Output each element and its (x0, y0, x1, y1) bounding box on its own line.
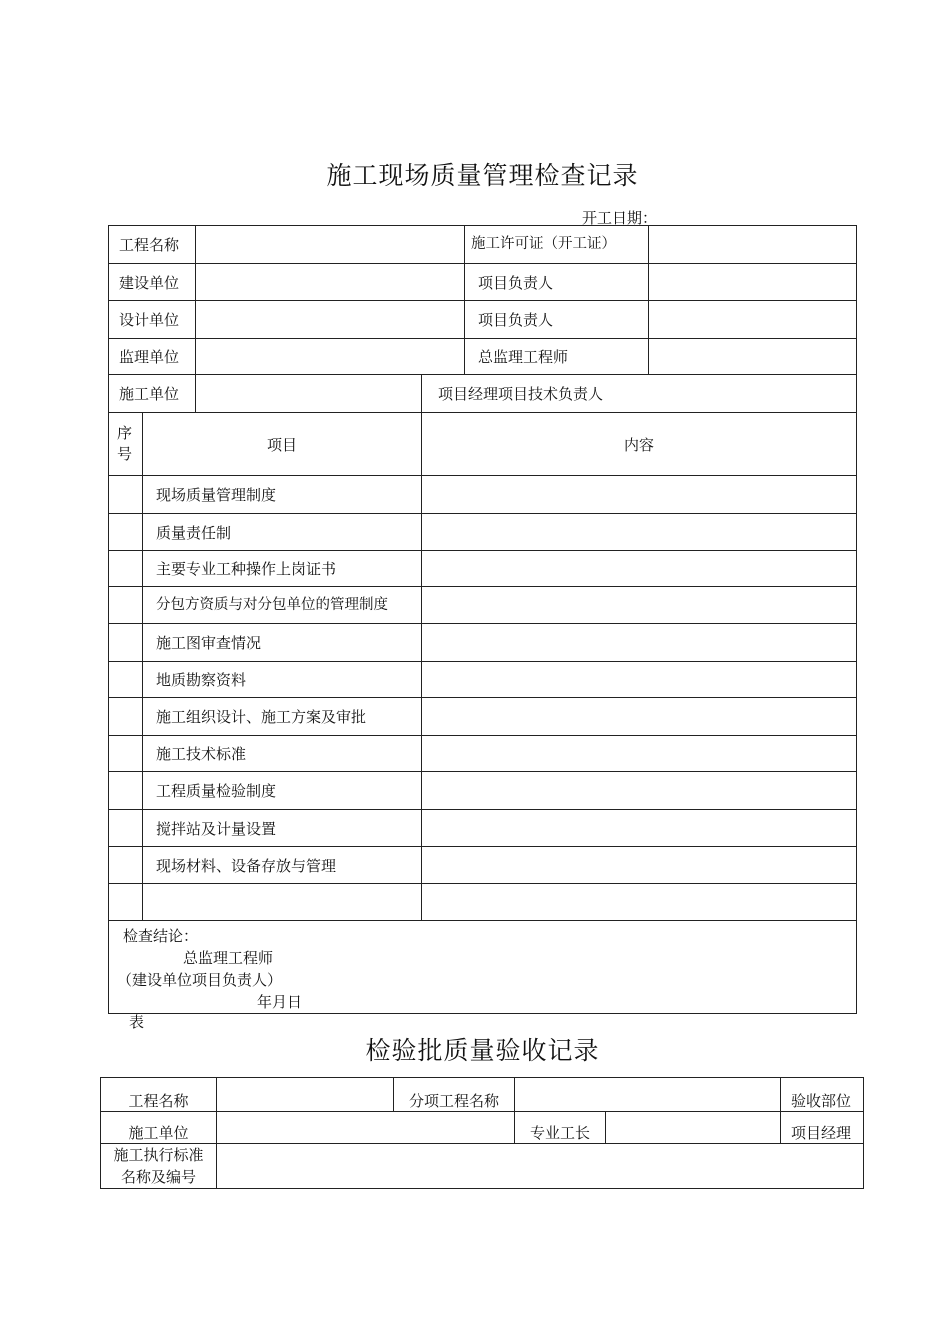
client-unit-label: 建设单位 (109, 264, 196, 301)
item-seq-cell[interactable] (109, 736, 143, 772)
content-header: 内容 (422, 413, 857, 476)
permit-value[interactable] (649, 226, 857, 264)
construction-unit-value[interactable] (196, 375, 422, 413)
conclusion-cell[interactable] (109, 921, 857, 1014)
form1-title: 施工现场质量管理检查记录 (326, 161, 639, 190)
form2-title: 检验批质量验收记录 (365, 1036, 600, 1065)
foreman-value[interactable] (606, 1112, 781, 1144)
inspection-lot-table (100, 1077, 864, 1189)
sub-project-label: 分项工程名称 (394, 1078, 515, 1112)
item-seq-cell[interactable] (109, 884, 143, 921)
project-manager-label: 项目经理 (781, 1112, 864, 1144)
table-label: 表 (129, 1013, 145, 1031)
item-row (109, 476, 857, 514)
item-row (109, 884, 857, 921)
design-responsible-value[interactable] (649, 301, 857, 339)
item-seq-cell[interactable] (109, 847, 143, 884)
project-name-value[interactable] (196, 226, 465, 264)
item-name: 主要专业工种操作上岗证书 (143, 551, 422, 587)
item-content-cell[interactable] (422, 662, 857, 698)
client-responsible-label: 项目负责人 (465, 264, 649, 301)
site-quality-check-table (108, 225, 857, 1014)
client-unit-value[interactable] (196, 264, 465, 301)
item-content-cell[interactable] (422, 847, 857, 884)
item-content-cell[interactable] (422, 810, 857, 847)
construction-unit-value-2[interactable] (217, 1112, 515, 1144)
item-seq-cell[interactable] (109, 587, 143, 624)
item-seq-cell[interactable] (109, 514, 143, 551)
design-unit-label: 设计单位 (109, 301, 196, 339)
item-name: 施工组织设计、施工方案及审批 (143, 698, 422, 736)
seq-header: 序号 (109, 413, 143, 476)
item-row (109, 772, 857, 810)
standard-label (101, 1144, 217, 1189)
chief-supervisor-sign: 总监理工程师 (183, 949, 274, 967)
item-name: 现场质量管理制度 (143, 476, 422, 514)
item-name: 地质勘察资料 (143, 662, 422, 698)
standard-value[interactable] (217, 1144, 864, 1189)
project-name-label-2: 工程名称 (101, 1078, 217, 1112)
item-content-cell[interactable] (422, 587, 857, 624)
standard-label-line1: 施工执行标准 (113, 1146, 204, 1164)
project-name-value-2[interactable] (217, 1078, 394, 1112)
item-name: 搅拌站及计量设置 (143, 810, 422, 847)
item-row (109, 736, 857, 772)
item-seq-cell[interactable] (109, 662, 143, 698)
item-name: 施工技术标准 (143, 736, 422, 772)
construction-unit-label: 施工单位 (109, 375, 196, 413)
item-row (109, 514, 857, 551)
acceptance-part-label: 验收部位 (781, 1078, 864, 1112)
design-unit-value[interactable] (196, 301, 465, 339)
item-seq-cell[interactable] (109, 698, 143, 736)
item-content-cell[interactable] (422, 772, 857, 810)
item-content-cell[interactable] (422, 514, 857, 551)
item-content-cell[interactable] (422, 476, 857, 514)
supervision-unit-value[interactable] (196, 339, 465, 375)
item-row (109, 624, 857, 662)
design-responsible-label: 项目负责人 (465, 301, 649, 339)
chief-supervisor-label: 总监理工程师 (465, 339, 649, 375)
item-name: 施工图审查情况 (143, 624, 422, 662)
item-seq-cell[interactable] (109, 624, 143, 662)
item-name: 工程质量检验制度 (143, 772, 422, 810)
item-row (109, 551, 857, 587)
standard-label-line2: 名称及编号 (120, 1168, 196, 1186)
owner-responsible-sign: （建设单位项目负责人） (117, 971, 283, 989)
item-name (143, 884, 422, 921)
client-responsible-value[interactable] (649, 264, 857, 301)
item-row (109, 662, 857, 698)
sign-date: 年月日 (257, 993, 303, 1011)
item-content-cell[interactable] (422, 736, 857, 772)
item-row (109, 847, 857, 884)
item-content-cell[interactable] (422, 698, 857, 736)
item-name: 质量责任制 (143, 514, 422, 551)
item-row (109, 698, 857, 736)
item-content-cell[interactable] (422, 624, 857, 662)
sub-project-value[interactable] (515, 1078, 781, 1112)
item-content-cell[interactable] (422, 884, 857, 921)
supervision-unit-label: 监理单位 (109, 339, 196, 375)
item-row (109, 810, 857, 847)
item-header: 项目 (143, 413, 422, 476)
item-seq-cell[interactable] (109, 810, 143, 847)
item-row (109, 587, 857, 624)
item-seq-cell[interactable] (109, 476, 143, 514)
item-seq-cell[interactable] (109, 772, 143, 810)
project-name-label: 工程名称 (109, 226, 196, 264)
start-date-label: 开工日期： (582, 209, 658, 227)
item-name: 分包方资质与对分包单位的管理制度 (143, 587, 422, 624)
manager-tech-lead-label: 项目经理项目技术负责人 (422, 375, 857, 413)
foreman-label: 专业工长 (515, 1112, 606, 1144)
conclusion-label: 检查结论： (123, 927, 199, 945)
item-name: 现场材料、设备存放与管理 (143, 847, 422, 884)
construction-unit-label-2: 施工单位 (101, 1112, 217, 1144)
permit-label: 施工许可证（开工证） (465, 226, 649, 264)
item-content-cell[interactable] (422, 551, 857, 587)
item-seq-cell[interactable] (109, 551, 143, 587)
chief-supervisor-value[interactable] (649, 339, 857, 375)
